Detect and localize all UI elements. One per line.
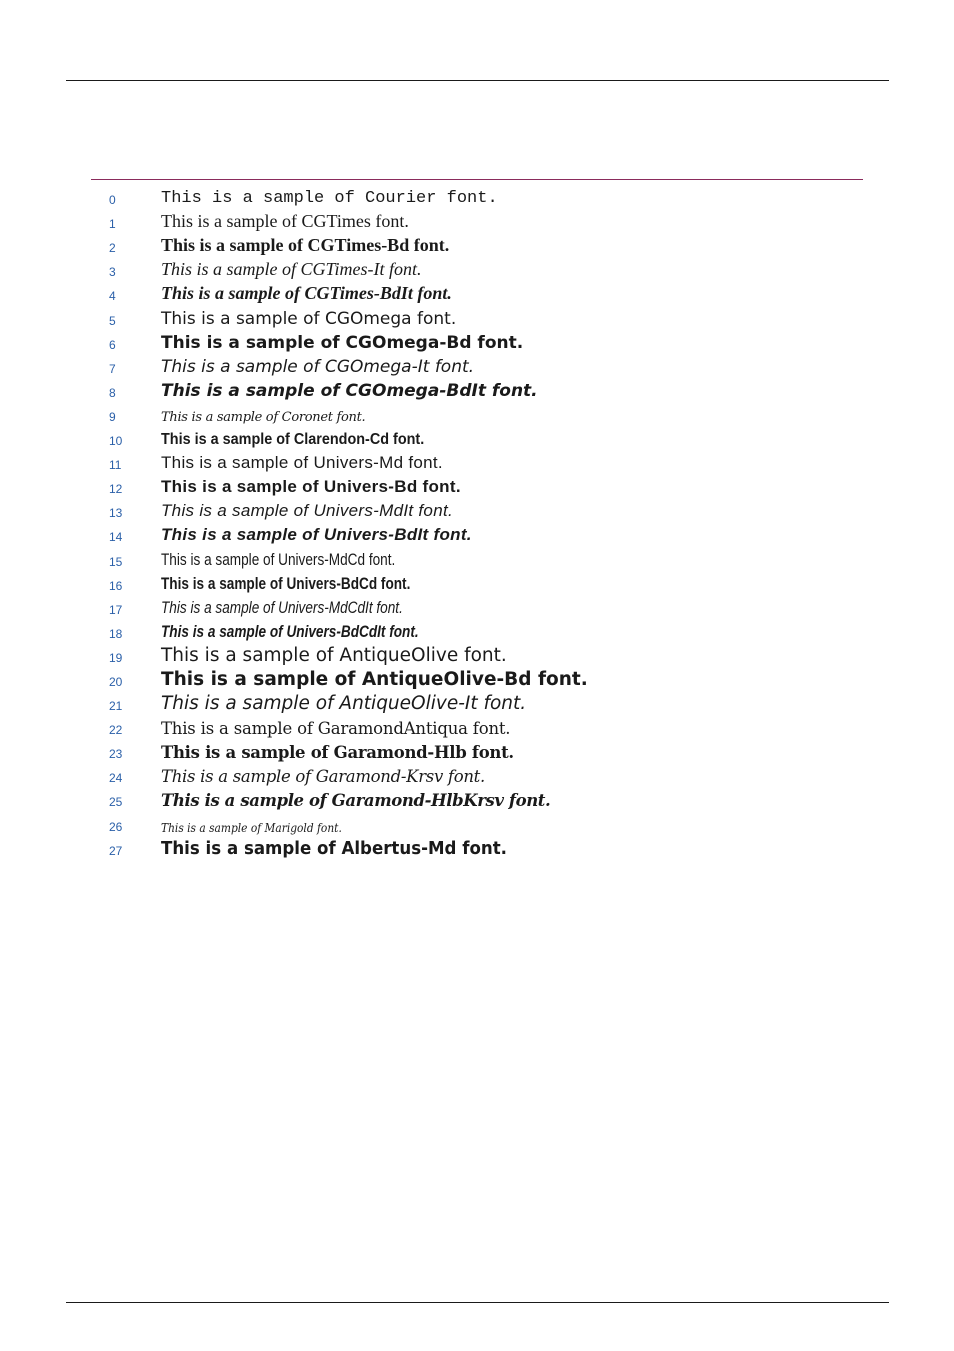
sample-text: This is a sample of Univers-Md font. — [161, 453, 443, 473]
sample-text: This is a sample of Clarendon-Cd font. — [161, 431, 425, 449]
sample-number: 10 — [109, 434, 123, 449]
sample-text: This is a sample of Univers-MdIt font. — [161, 501, 453, 521]
font-sample-row — [91, 620, 863, 644]
sample-number: 8 — [109, 385, 116, 400]
font-sample-row — [91, 403, 863, 427]
font-sample-row — [91, 499, 863, 523]
sample-text: This is a sample of Coronet font. — [161, 409, 366, 425]
sample-number: 27 — [109, 843, 123, 858]
font-sample-row — [91, 282, 863, 306]
font-sample-row — [91, 258, 863, 282]
font-sample-row — [91, 837, 863, 861]
font-sample-row — [91, 668, 863, 692]
sample-text: This is a sample of CGOmega-It font. — [161, 356, 475, 377]
sample-text: This is a sample of Marigold font. — [161, 819, 342, 835]
sample-text: This is a sample of CGOmega-BdIt font. — [161, 380, 538, 401]
font-sample-row — [91, 523, 863, 547]
sample-number: 11 — [109, 458, 122, 473]
font-sample-row — [91, 210, 863, 234]
sample-number: 9 — [109, 409, 116, 424]
sample-number: 25 — [109, 795, 123, 810]
sample-number: 19 — [109, 650, 123, 665]
sample-text: This is a sample of AntiqueOlive font. — [161, 644, 507, 666]
sample-text: This is a sample of CGOmega-Bd font. — [161, 332, 524, 353]
sample-number: 13 — [109, 506, 123, 521]
sample-number: 3 — [109, 265, 116, 280]
sample-text: This is a sample of GaramondAntiqua font. — [161, 719, 511, 739]
footer-rule — [66, 1302, 889, 1303]
sample-number: 2 — [109, 241, 116, 256]
font-sample-row — [91, 234, 863, 258]
font-sample-row — [91, 764, 863, 788]
font-sample-row — [91, 716, 863, 740]
sample-number: 14 — [109, 530, 123, 545]
sample-text: This is a sample of AntiqueOlive-It font. — [161, 693, 527, 715]
sample-number: 15 — [109, 554, 123, 569]
font-sample-row — [91, 427, 863, 451]
font-sample-row — [91, 306, 863, 330]
font-sample-row — [91, 788, 863, 812]
sample-text: This is a sample of CGTimes-BdIt font. — [161, 283, 452, 304]
font-sample-row — [91, 475, 863, 499]
sample-number: 21 — [109, 699, 123, 714]
sample-text: This is a sample of Courier font. — [161, 189, 498, 209]
sample-number: 5 — [109, 313, 116, 328]
font-sample-row — [91, 812, 863, 836]
font-sample-row — [91, 379, 863, 403]
font-sample-row — [91, 740, 863, 764]
sample-number: 7 — [109, 361, 116, 376]
header-rule — [66, 80, 889, 81]
sample-number: 0 — [109, 193, 116, 208]
sample-text: This is a sample of CGTimes-Bd font. — [161, 235, 450, 256]
sample-number: 20 — [109, 674, 123, 689]
sample-number: 17 — [109, 602, 123, 617]
font-sample-row — [91, 355, 863, 379]
font-sample-row — [91, 547, 863, 571]
sample-number: 12 — [109, 482, 123, 497]
sample-number: 23 — [109, 747, 123, 762]
sample-text: This is a sample of CGTimes-It font. — [161, 259, 422, 280]
section-rule — [91, 179, 863, 180]
sample-text: This is a sample of Univers-BdIt font. — [161, 525, 472, 545]
font-sample-row — [91, 331, 863, 355]
sample-text: This is a sample of Albertus-Md font. — [161, 838, 507, 859]
sample-number: 4 — [109, 289, 116, 304]
sample-text: This is a sample of Univers-Bd font. — [161, 477, 461, 497]
sample-number: 24 — [109, 771, 123, 786]
sample-text: This is a sample of CGTimes font. — [161, 211, 409, 232]
sample-text: This is a sample of Garamond-HlbKrsv font. — [161, 791, 551, 811]
sample-text: This is a sample of Univers-BdCdIt font. — [161, 621, 419, 641]
font-sample-row — [91, 572, 863, 596]
font-sample-row — [91, 692, 863, 716]
sample-number: 18 — [109, 626, 123, 641]
font-sample-row — [91, 596, 863, 620]
sample-text: This is a sample of Garamond-Krsv font. — [161, 767, 485, 787]
sample-number: 1 — [109, 217, 116, 232]
font-sample-list — [91, 186, 863, 861]
sample-text: This is a sample of Univers-MdCd font. — [161, 549, 396, 569]
sample-number: 16 — [109, 578, 123, 593]
sample-number: 22 — [109, 723, 123, 738]
font-sample-row — [91, 451, 863, 475]
sample-number: 26 — [109, 819, 123, 834]
sample-text: This is a sample of Garamond-Hlb font. — [161, 743, 514, 763]
sample-text: This is a sample of AntiqueOlive-Bd font. — [161, 668, 588, 690]
sample-text: This is a sample of Univers-MdCdIt font. — [161, 597, 403, 617]
sample-text: This is a sample of Univers-BdCd font. — [161, 573, 411, 593]
font-sample-row — [91, 644, 863, 668]
font-sample-row — [91, 186, 863, 210]
sample-text: This is a sample of CGOmega font. — [161, 308, 457, 329]
sample-number: 6 — [109, 337, 116, 352]
